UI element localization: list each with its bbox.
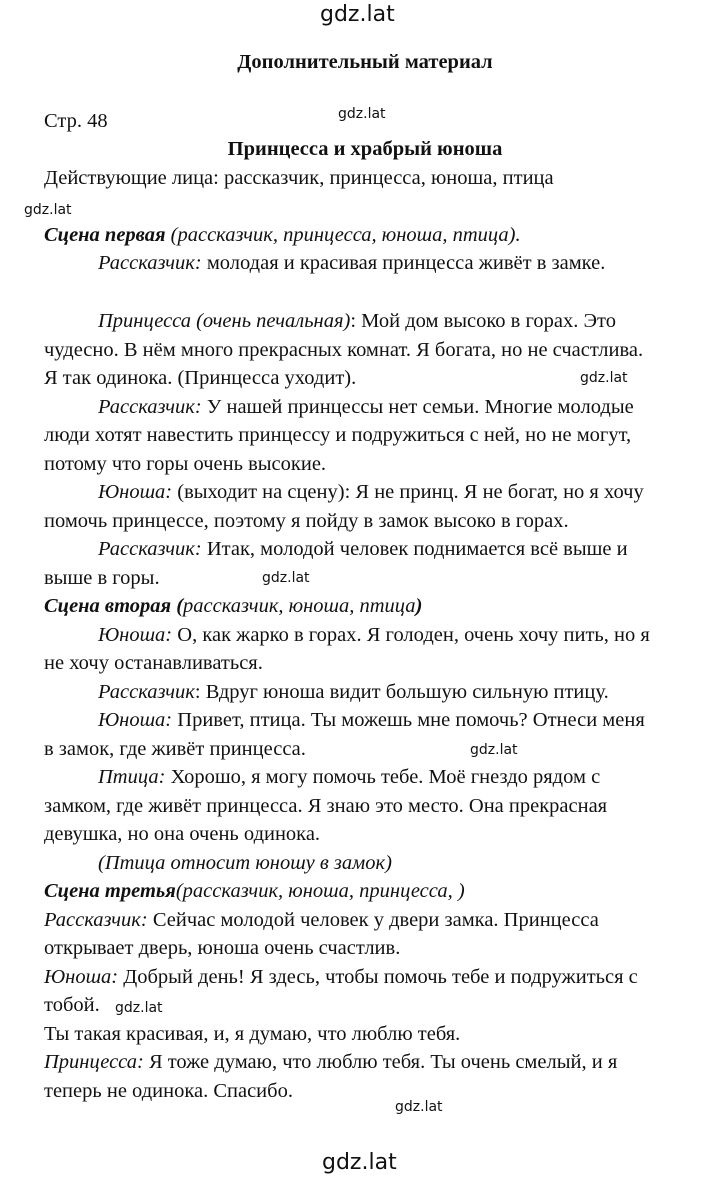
youth-line: Юноша: О, как жарко в горах. Я голоден, очень хочу пить, но я	[98, 624, 650, 646]
narrator-line: Рассказчик: Сейчас молодой человек у двери замка. Принцесса	[44, 909, 599, 931]
speaker-label: Юноша:	[44, 966, 119, 988]
section-title: Дополнительный материал	[237, 51, 493, 73]
scene-heading: Сцена третья(рассказчик, юноша, принцесса, )	[44, 880, 465, 902]
speaker-label: Юноша:	[98, 481, 173, 503]
scene-heading: Сцена первая (рассказчик, принцесса, юноша, птица).	[44, 224, 521, 246]
narrator-line: Рассказчик: молодая и красивая принцесса живёт в замке.	[98, 252, 606, 274]
text-line: девушка, но она очень одинока.	[44, 823, 321, 845]
speaker-label: Рассказчик:	[98, 396, 202, 418]
watermark: gdz.lat	[115, 1000, 163, 1016]
youth-line: Юноша: Добрый день! Я здесь, чтобы помочь тебе и подружиться с	[44, 966, 638, 988]
text-line: открывает дверь, юноша очень счастлив.	[44, 937, 401, 959]
speaker-label: Принцесса:	[44, 1051, 144, 1073]
speaker-label: Птица:	[98, 766, 166, 788]
characters-line: Действующие лица: рассказчик, принцесса, юноша, птица	[44, 167, 554, 189]
youth-line: Юноша: Привет, птица. Ты можешь мне помочь? Отнеси меня	[98, 709, 645, 731]
speaker-label: Рассказчик:	[98, 538, 202, 560]
narrator-line: Рассказчик: У нашей принцессы нет семьи. Многие молодые	[98, 396, 634, 418]
watermark: gdz.lat	[470, 742, 518, 758]
narrator-line: Рассказчик: Итак, молодой человек поднимается всё выше и	[98, 538, 628, 560]
speaker-label: Рассказчик:	[44, 909, 148, 931]
watermark: gdz.lat	[580, 370, 628, 386]
princess-line: Принцесса: Я тоже думаю, что люблю тебя. Ты очень смелый, и я	[44, 1051, 618, 1073]
watermark: gdz.lat	[395, 1099, 443, 1115]
text-line: Ты такая красивая, и, я думаю, что люблю тебя.	[44, 1023, 461, 1045]
text-line: теперь не одинока. Спасибо.	[44, 1080, 293, 1102]
text-line: чудесно. В нём много прекрасных комнат. Я богата, но не счастлива.	[44, 339, 644, 361]
watermark: gdz.lat	[320, 2, 395, 27]
text-line: Я так одинока. (Принцесса уходит).	[44, 367, 357, 389]
text-line: люди хотят навестить принцессу и подружиться с ней, но не могут,	[44, 424, 632, 446]
watermark: gdz.lat	[322, 1150, 397, 1175]
scene-heading: Сцена вторая (рассказчик, юноша, птица)	[44, 595, 423, 617]
bird-line: Птица: Хорошо, я могу помочь тебе. Моё гнездо рядом с	[98, 766, 601, 788]
watermark: gdz.lat	[24, 202, 72, 218]
page-reference: Стр. 48	[44, 110, 108, 132]
princess-line: Принцесса (очень печальная): Мой дом высоко в горах. Это	[98, 310, 616, 332]
play-title: Принцесса и храбрый юноша	[227, 138, 503, 160]
text-line: в замок, где живёт принцесса.	[44, 738, 306, 760]
speaker-label: Юноша:	[98, 709, 173, 731]
text-line: потому что горы очень высокие.	[44, 453, 327, 475]
speaker-label: Рассказчик:	[98, 252, 202, 274]
watermark: gdz.lat	[262, 570, 310, 586]
youth-line: Юноша: (выходит на сцену): Я не принц. Я не богат, но я хочу	[98, 481, 644, 503]
text-line: выше в горы.	[44, 567, 160, 589]
text-line: не хочу останавливаться.	[44, 652, 263, 674]
narrator-line: Рассказчик: Вдруг юноша видит большую сильную птицу.	[98, 681, 609, 703]
stage-direction: (Птица относит юношу в замок)	[98, 852, 392, 874]
speaker-label: Рассказчик	[98, 681, 195, 703]
watermark: gdz.lat	[338, 106, 386, 122]
text-line: замком, где живёт принцесса. Я знаю это место. Она прекрасная	[44, 795, 608, 817]
text-line: тобой.	[44, 994, 100, 1016]
text-line: помочь принцессе, поэтому я пойду в замок высоко в горах.	[44, 510, 569, 532]
speaker-label: Принцесса (очень печальная)	[98, 310, 351, 332]
speaker-label: Юноша:	[98, 624, 173, 646]
